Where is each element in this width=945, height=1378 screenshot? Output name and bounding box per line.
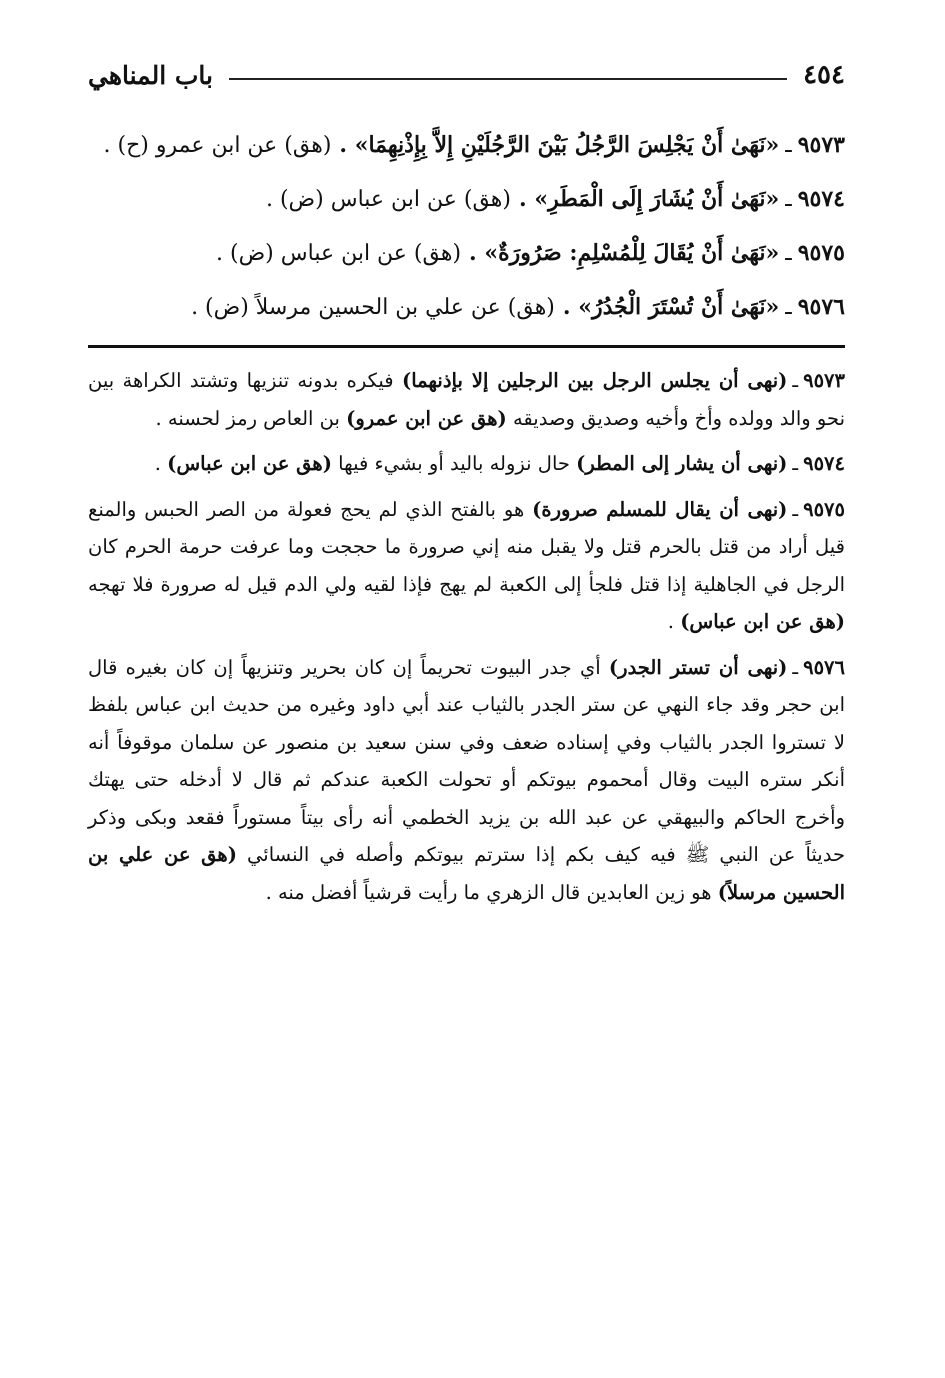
note-tail: بن العاص رمز لحسنه .	[155, 406, 340, 430]
hadith-item	[88, 280, 845, 334]
note-label: (نهى أن يقال للمسلم صرورة)	[532, 497, 788, 521]
hadith-separator: ـ	[785, 187, 792, 212]
note-body: أي جدر البيوت تحريماً إن كان بحرير وتنزيهاً إن كان بغيره قال ابن حجر وقد جاء النهي عن ستر الجدر بالثياب عند أبي داود وغيره من حديث ابن عباس بلفظ لا تستروا الجدر بالثياب وفي إسناده ضعف وفي سنن سعيد بن منصور عن سلمان موقوفاً أنه أنكر ستره البيت وقال أمحموم بيوتكم أو تحولت الكعبة عندكم ثم قال لا أدخله حتى يهتك وأخرج الحاكم والبيهقي عن عبد الله بن يزيد الخطمي أنه رأى بيتاً مستوراً فقعد وبكى وذكر حديثاً عن النبي ﷺ فيه كيف بكم إذا سترتم بيوتكم وأصله في النسائي	[88, 655, 845, 866]
chapter-title: باب المناهي	[88, 60, 214, 90]
note-reference: (هق عن ابن عمرو)	[346, 406, 507, 430]
hadith-text: «نَهَىٰ أَنْ يَجْلِسَ الرَّجُلُ بَيْنَ الرَّجُلَيْنِ إِلاَّ بِإِذْنِهِمَا» .	[339, 132, 780, 158]
note-tail: .	[667, 610, 674, 633]
note-separator: ـ	[792, 655, 799, 679]
footnote-divider	[88, 345, 845, 348]
hadith-separator: ـ	[785, 241, 792, 266]
commentary-note	[88, 491, 845, 641]
commentary-note	[88, 445, 845, 483]
header-rule	[229, 78, 787, 80]
hadith-separator: ـ	[785, 133, 792, 158]
hadith-item	[88, 226, 845, 280]
hadith-text: «نَهَىٰ أَنْ تُسْتَرَ الْجُدُرُ» .	[562, 294, 780, 320]
note-tail: .	[154, 452, 161, 475]
hadith-source: (هق) عن علي بن الحسين مرسلاً (ض) .	[191, 295, 555, 320]
note-reference: (هق عن ابن عباس)	[680, 610, 845, 633]
note-label: (نهى أن يشار إلى المطر)	[576, 452, 788, 475]
hadith-number: ٩٥٧٣	[797, 132, 845, 158]
hadith-item	[88, 118, 845, 172]
note-tail: هو زين العابدين قال الزهري ما رأيت قرشياً أفضل منه .	[265, 880, 712, 904]
note-body: حال نزوله باليد أو بشيء فيها	[338, 452, 570, 475]
hadith-text: «نَهَىٰ أَنْ يُقَالَ لِلْمُسْلِمِ: صَرُورَةٌ» .	[469, 240, 780, 266]
note-number: ٩٥٧٦	[803, 655, 846, 679]
hadith-number: ٩٥٧٥	[797, 240, 845, 266]
hadith-source: (هق) عن ابن عباس (ض) .	[265, 187, 511, 212]
hadith-number: ٩٥٧٦	[797, 294, 845, 320]
note-body: هو بالفتح الذي لم يحج فعولة من الصر الحبس والمنع قيل أراد من قتل بالحرم قتل ولا يقبل منه إني صرورة ما حججت وما عرفت حرمة الحرم كان الرجل في الجاهلية إذا قتل فلجأ إلى الكعبة لم يهج فإذا لقيه ولي الدم قيل له صرورة فلا تهجه	[88, 497, 845, 596]
hadith-source: (هق) عن ابن عباس (ض) .	[216, 241, 462, 266]
commentary-note	[88, 649, 845, 912]
page-header	[88, 55, 845, 95]
commentary-note	[88, 362, 845, 437]
note-number: ٩٥٧٥	[803, 497, 845, 521]
page-number: ٤٥٤	[803, 60, 845, 90]
hadith-source: (هق) عن ابن عمرو (ح) .	[103, 133, 332, 158]
hadith-item	[88, 172, 845, 226]
hadith-separator: ـ	[785, 295, 792, 320]
note-number: ٩٥٧٤	[803, 452, 845, 475]
note-separator: ـ	[792, 369, 799, 392]
note-body: فيكره بدونه تنزيها وتشتد الكراهة بين نحو والد وولده وأخ وأخيه وصديق وصديقه	[88, 369, 845, 430]
note-label: (نهى أن يجلس الرجل بين الرجلين إلا بإذنهما)	[401, 369, 788, 392]
hadith-list	[88, 118, 845, 334]
hadith-text: «نَهَىٰ أَنْ يُشَارَ إِلَى الْمَطَرِ» .	[519, 186, 780, 212]
note-label: (نهى أن تستر الجدر)	[608, 655, 788, 679]
commentary-notes	[88, 362, 845, 919]
hadith-number: ٩٥٧٤	[797, 186, 845, 212]
note-reference: (هق عن ابن عباس)	[167, 452, 332, 475]
note-number: ٩٥٧٣	[803, 369, 846, 392]
note-reference: (هق عن علي بن الحسين مرسلاً)	[88, 843, 845, 904]
note-separator: ـ	[792, 452, 799, 475]
note-separator: ـ	[792, 497, 799, 521]
